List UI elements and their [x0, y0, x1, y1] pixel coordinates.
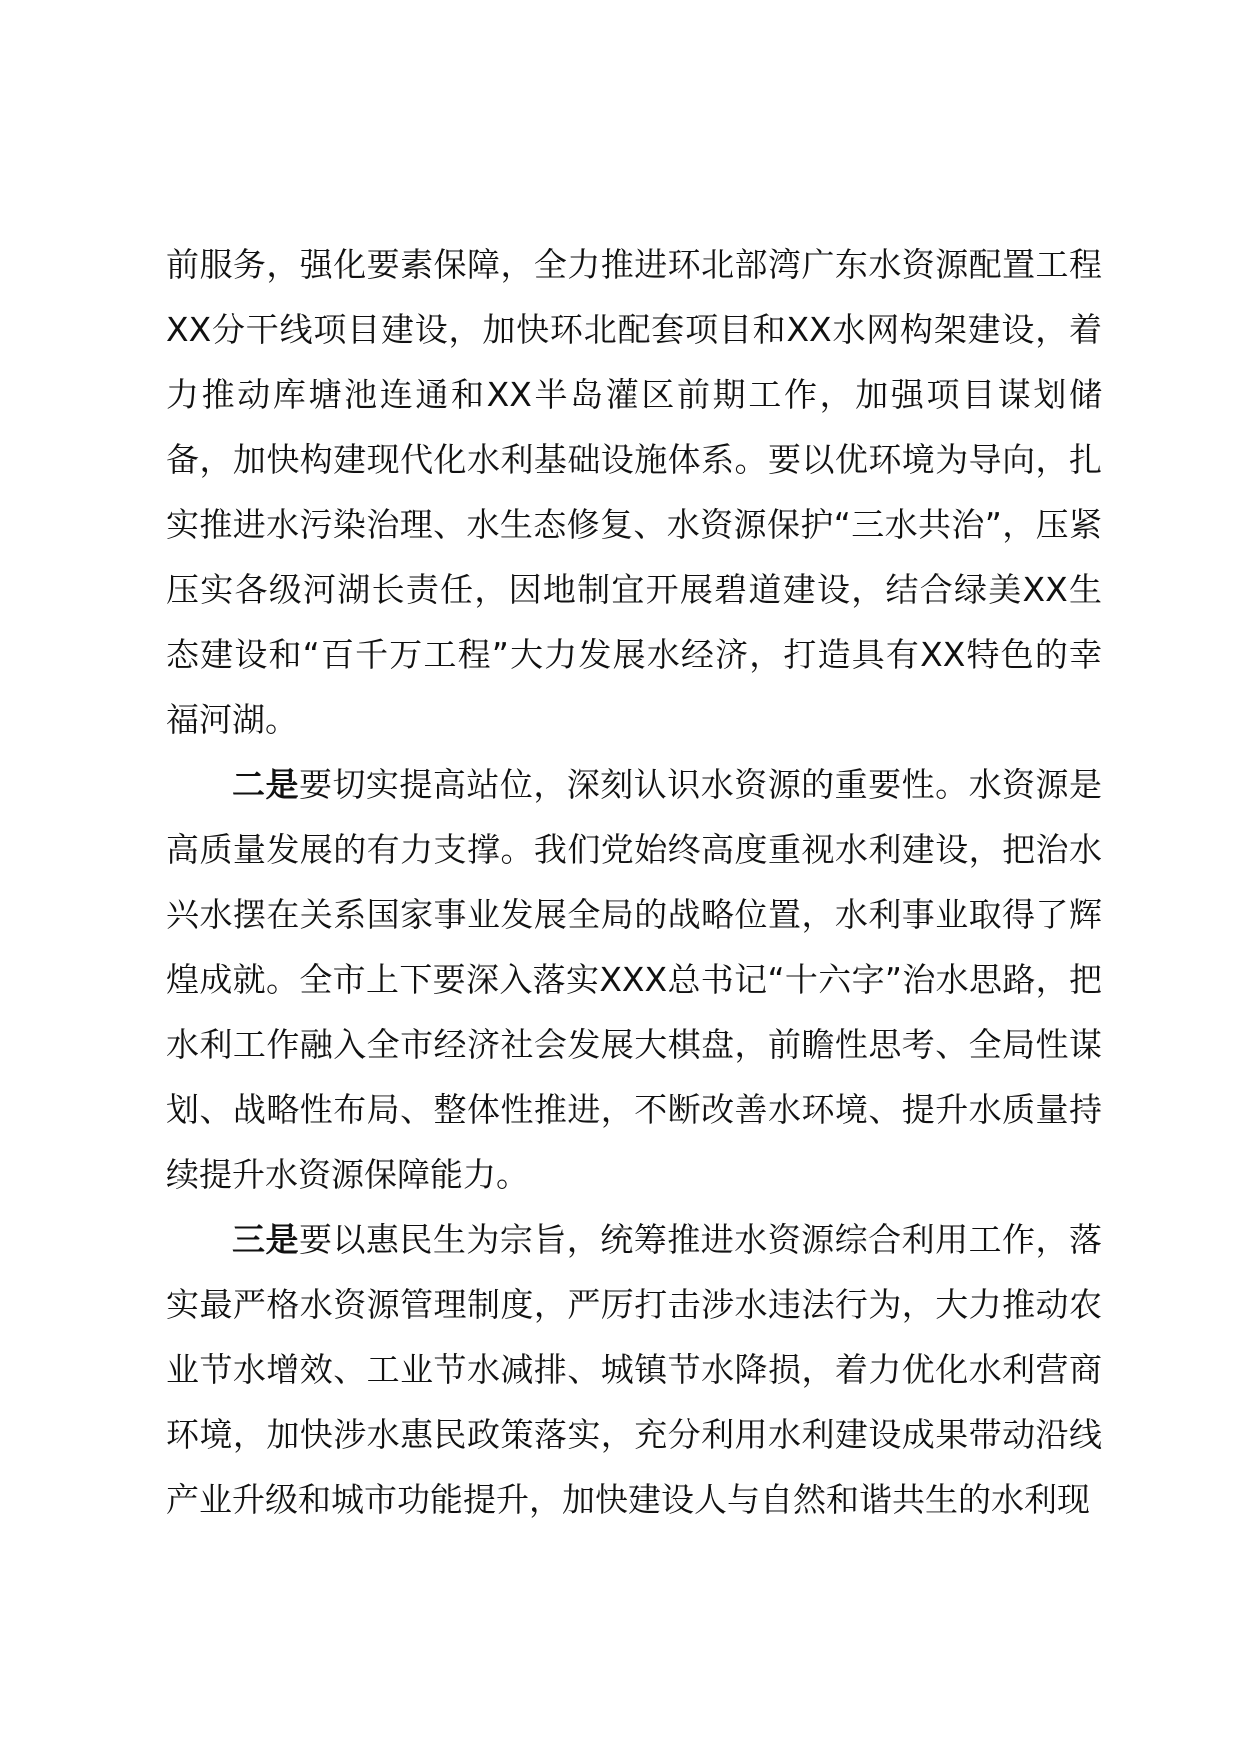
paragraph-text: 要以惠民生为宗旨，统筹推进水资源综合利用工作，落实最严格水资源管理制度，严厉打击涉水违法行为，大力推动农业节水增效、工业节水减排、城镇节水降损，着力优化水利营商环境，加快涉水惠民政策落实，充分利用水利建设成果带动沿线产业升级和城市功能提升，加快建设人与自然和谐共生的水利现	[166, 1220, 1103, 1519]
paragraph-lead: 三是	[232, 1220, 299, 1259]
paragraph-second-point	[166, 752, 1102, 1207]
paragraph-lead: 二是	[232, 765, 299, 804]
document-body	[166, 232, 1102, 1532]
paragraph-continued	[166, 232, 1102, 752]
paragraph-third-point	[166, 1207, 1102, 1532]
paragraph-text: 前服务，强化要素保障，全力推进环北部湾广东水资源配置工程XX分干线项目建设，加快环北配套项目和XX水网构架建设，着力推动库塘池连通和XX半岛灌区前期工作，加强项目谋划储备，加快构建现代化水利基础设施体系。要以优环境为导向，扎实推进水污染治理、水生态修复、水资源保护“三水共治”，压紧压实各级河湖长责任，因地制宜开展碧道建设，结合绿美XX生态建设和“百千万工程”大力发展水经济，打造具有XX特色的幸福河湖。	[166, 245, 1102, 739]
paragraph-text: 要切实提高站位，深刻认识水资源的重要性。水资源是高质量发展的有力支撑。我们党始终高度重视水利建设，把治水兴水摆在关系国家事业发展全局的战略位置，水利事业取得了辉煌成就。全市上下要深入落实XXX总书记“十六字”治水思路，把水利工作融入全市经济社会发展大棋盘，前瞻性思考、全局性谋划、战略性布局、整体性推进，不断改善水环境、提升水质量持续提升水资源保障能力。	[166, 765, 1103, 1194]
